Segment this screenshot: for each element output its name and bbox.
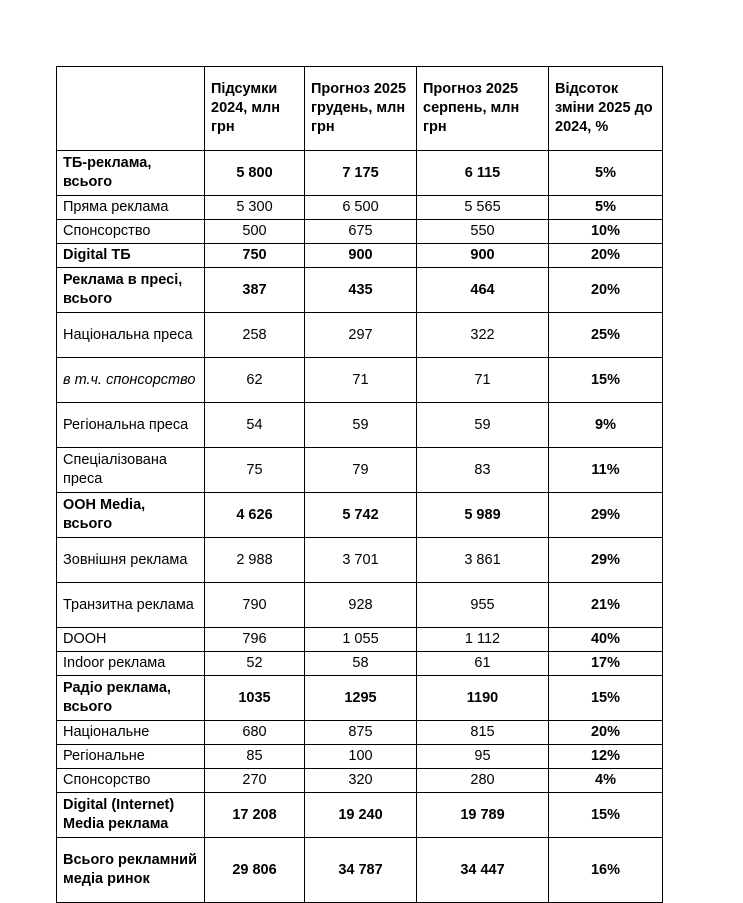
value-2024: 387	[205, 268, 305, 313]
row-label: Digital ТБ	[57, 244, 205, 268]
value-2024: 500	[205, 220, 305, 244]
value-forecast-august: 59	[417, 403, 549, 448]
value-change-percent: 20%	[549, 721, 663, 745]
table-row	[57, 196, 663, 220]
value-forecast-december: 5 742	[305, 493, 417, 538]
table-row	[57, 793, 663, 838]
value-forecast-august: 95	[417, 745, 549, 769]
value-forecast-december: 928	[305, 583, 417, 628]
value-forecast-august: 19 789	[417, 793, 549, 838]
value-forecast-december: 7 175	[305, 151, 417, 196]
value-2024: 258	[205, 313, 305, 358]
value-forecast-august: 815	[417, 721, 549, 745]
value-2024: 790	[205, 583, 305, 628]
value-forecast-august: 900	[417, 244, 549, 268]
table-row	[57, 358, 663, 403]
value-change-percent: 15%	[549, 358, 663, 403]
row-label: Indoor реклама	[57, 652, 205, 676]
value-forecast-august: 3 861	[417, 538, 549, 583]
row-label: Національна преса	[57, 313, 205, 358]
header-blank-cell	[57, 67, 205, 151]
value-forecast-august: 5 565	[417, 196, 549, 220]
value-forecast-december: 1295	[305, 676, 417, 721]
value-forecast-december: 900	[305, 244, 417, 268]
value-forecast-december: 320	[305, 769, 417, 793]
value-change-percent: 9%	[549, 403, 663, 448]
value-forecast-december: 6 500	[305, 196, 417, 220]
row-label: Національне	[57, 721, 205, 745]
value-forecast-december: 34 787	[305, 838, 417, 903]
value-2024: 680	[205, 721, 305, 745]
value-change-percent: 5%	[549, 196, 663, 220]
table-row	[57, 493, 663, 538]
table-row	[57, 676, 663, 721]
value-2024: 75	[205, 448, 305, 493]
table-row	[57, 838, 663, 903]
value-2024: 4 626	[205, 493, 305, 538]
value-forecast-december: 19 240	[305, 793, 417, 838]
row-label: ТБ-реклама, всього	[57, 151, 205, 196]
value-2024: 17 208	[205, 793, 305, 838]
row-label: Транзитна реклама	[57, 583, 205, 628]
value-change-percent: 40%	[549, 628, 663, 652]
value-forecast-august: 550	[417, 220, 549, 244]
value-forecast-december: 58	[305, 652, 417, 676]
header-forecast-2025-august: Прогноз 2025 серпень, млн грн	[417, 67, 549, 151]
value-2024: 54	[205, 403, 305, 448]
value-forecast-august: 71	[417, 358, 549, 403]
table-row	[57, 244, 663, 268]
value-forecast-december: 1 055	[305, 628, 417, 652]
value-forecast-august: 34 447	[417, 838, 549, 903]
value-forecast-august: 1190	[417, 676, 549, 721]
value-forecast-december: 100	[305, 745, 417, 769]
value-forecast-august: 322	[417, 313, 549, 358]
value-forecast-december: 297	[305, 313, 417, 358]
value-2024: 1035	[205, 676, 305, 721]
row-label: Регіональна преса	[57, 403, 205, 448]
value-2024: 5 300	[205, 196, 305, 220]
value-forecast-august: 955	[417, 583, 549, 628]
row-label: Спонсорство	[57, 769, 205, 793]
value-change-percent: 16%	[549, 838, 663, 903]
value-forecast-december: 875	[305, 721, 417, 745]
row-label: Регіональне	[57, 745, 205, 769]
value-2024: 52	[205, 652, 305, 676]
row-label: в т.ч. спонсорство	[57, 358, 205, 403]
header-results-2024: Підсумки 2024, млн грн	[205, 67, 305, 151]
value-forecast-december: 675	[305, 220, 417, 244]
value-change-percent: 10%	[549, 220, 663, 244]
value-2024: 29 806	[205, 838, 305, 903]
value-change-percent: 11%	[549, 448, 663, 493]
table-row	[57, 652, 663, 676]
value-forecast-december: 435	[305, 268, 417, 313]
value-change-percent: 4%	[549, 769, 663, 793]
value-2024: 2 988	[205, 538, 305, 583]
value-forecast-august: 83	[417, 448, 549, 493]
value-2024: 85	[205, 745, 305, 769]
value-forecast-december: 71	[305, 358, 417, 403]
value-2024: 62	[205, 358, 305, 403]
header-change-percent: Відсоток зміни 2025 до 2024, %	[549, 67, 663, 151]
value-change-percent: 17%	[549, 652, 663, 676]
value-change-percent: 25%	[549, 313, 663, 358]
row-label: Реклама в пресі, всього	[57, 268, 205, 313]
row-label: Спеціалізована преса	[57, 448, 205, 493]
table-header	[57, 67, 663, 151]
row-label: Пряма реклама	[57, 196, 205, 220]
table-row	[57, 403, 663, 448]
value-forecast-august: 280	[417, 769, 549, 793]
value-forecast-august: 464	[417, 268, 549, 313]
table-row	[57, 628, 663, 652]
table-body	[57, 151, 663, 903]
value-change-percent: 21%	[549, 583, 663, 628]
value-forecast-december: 3 701	[305, 538, 417, 583]
value-change-percent: 15%	[549, 676, 663, 721]
row-label: OOH Media, всього	[57, 493, 205, 538]
row-label: Digital (Internet) Media реклама	[57, 793, 205, 838]
row-label: Всього рекламний медіа ринок	[57, 838, 205, 903]
value-change-percent: 29%	[549, 538, 663, 583]
table-row	[57, 769, 663, 793]
header-row	[57, 67, 663, 151]
table-row	[57, 583, 663, 628]
table-row	[57, 721, 663, 745]
row-label: Радіо реклама, всього	[57, 676, 205, 721]
value-change-percent: 20%	[549, 244, 663, 268]
header-forecast-2025-december: Прогноз 2025 грудень, млн грн	[305, 67, 417, 151]
row-label: Спонсорство	[57, 220, 205, 244]
table-row	[57, 745, 663, 769]
value-change-percent: 12%	[549, 745, 663, 769]
row-label: Зовнішня реклама	[57, 538, 205, 583]
value-forecast-december: 59	[305, 403, 417, 448]
table-row	[57, 313, 663, 358]
value-2024: 5 800	[205, 151, 305, 196]
value-forecast-december: 79	[305, 448, 417, 493]
table-row	[57, 538, 663, 583]
value-forecast-august: 1 112	[417, 628, 549, 652]
value-forecast-august: 61	[417, 652, 549, 676]
value-change-percent: 29%	[549, 493, 663, 538]
value-change-percent: 20%	[549, 268, 663, 313]
value-change-percent: 15%	[549, 793, 663, 838]
value-forecast-august: 5 989	[417, 493, 549, 538]
value-2024: 270	[205, 769, 305, 793]
table-row	[57, 151, 663, 196]
value-2024: 796	[205, 628, 305, 652]
table-row	[57, 448, 663, 493]
value-change-percent: 5%	[549, 151, 663, 196]
value-2024: 750	[205, 244, 305, 268]
media-market-table	[56, 66, 663, 903]
table-row	[57, 268, 663, 313]
row-label: DOOH	[57, 628, 205, 652]
table-row	[57, 220, 663, 244]
value-forecast-august: 6 115	[417, 151, 549, 196]
